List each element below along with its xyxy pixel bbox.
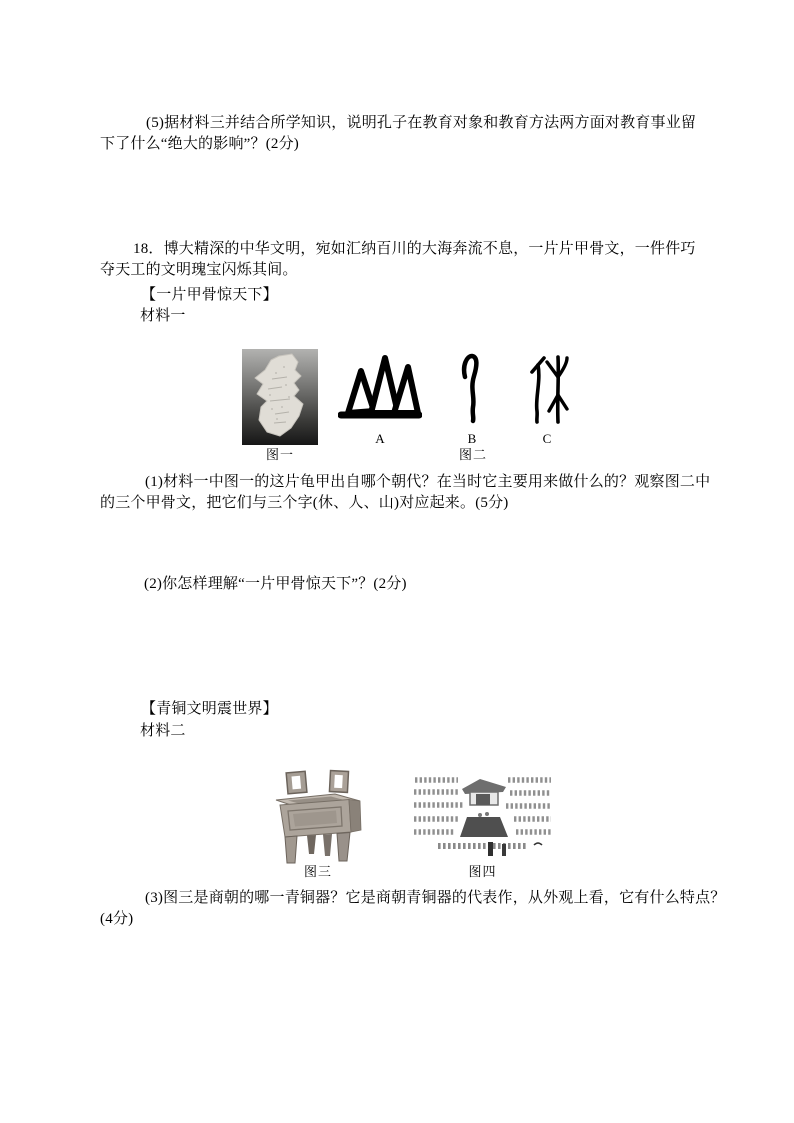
- oracle-bone-photo: [242, 349, 318, 445]
- ding-left-handle: [286, 771, 307, 794]
- figure1-caption: 图一: [265, 447, 294, 462]
- material-1-label: 材料一: [140, 308, 186, 324]
- ding-leg-back-2: [323, 834, 332, 856]
- dark-figure-1: [488, 842, 493, 856]
- question-1-line1: (1)材料一中图一的这片龟甲出自哪个朝代？在当时它主要用来做什么的？观察图二中: [145, 474, 711, 490]
- figure3-caption: 图三: [303, 864, 332, 879]
- glyph-c-label: C: [542, 431, 552, 446]
- ding-right-handle: [329, 771, 348, 793]
- figure4-caption: 图四: [468, 864, 497, 879]
- material-2-label: 材料二: [140, 723, 186, 739]
- question-3-line2: (4分): [100, 911, 134, 927]
- bronze-casting-scene-illustration: [410, 772, 555, 862]
- oracle-glyph-b-person-icon: [458, 352, 486, 424]
- question-5-line2: 下了什么“绝大的影响”？(2分): [100, 136, 300, 152]
- question-18-intro-line1: 18．博大精深的中华文明，宛如汇纳百川的大海奔流不息，一片片甲骨文，一件件巧: [133, 241, 696, 257]
- mound-figure-1: [478, 813, 482, 817]
- ding-leg-front-left: [285, 836, 297, 863]
- question-2: (2)你怎样理解“一片甲骨惊天下”？(2分): [144, 576, 407, 592]
- oracle-glyph-c-rest-icon: [524, 353, 570, 425]
- ding-body-side: [349, 800, 361, 833]
- bird-icon: [534, 843, 542, 845]
- question-3-line1: (3)图三是商朝的哪一青铜器？它是商朝青铜器的代表作，从外观上看，它有什么特点？: [145, 890, 726, 906]
- question-5-line1: (5)据材料三并结合所学知识，说明孔子在教育对象和教育方法两方面对教育事业留: [146, 115, 697, 131]
- glyph-b-label: B: [467, 431, 477, 446]
- section-header-oracle-bone: 【一片甲骨惊天下】: [141, 287, 278, 303]
- casting-mound: [460, 817, 508, 837]
- glyph-a-label: A: [375, 431, 385, 446]
- dark-figure-2: [502, 844, 506, 856]
- pavilion-interior: [476, 794, 490, 805]
- question-18-intro-line2: 夺天工的文明瑰宝闪烁其间。: [100, 262, 298, 278]
- mound-figure-2: [485, 812, 489, 816]
- ding-leg-back-1: [307, 835, 316, 854]
- figure2-caption: 图二: [458, 447, 487, 462]
- question-1-line2: 的三个甲骨文，把它们与三个字(休、人、山)对应起来。(5分): [100, 495, 509, 511]
- ding-leg-front-right: [337, 833, 350, 862]
- section-header-bronze: 【青铜文明震世界】: [141, 701, 278, 717]
- bronze-ding-photo: [273, 768, 363, 864]
- oracle-glyph-a-mountain-icon: [338, 352, 422, 424]
